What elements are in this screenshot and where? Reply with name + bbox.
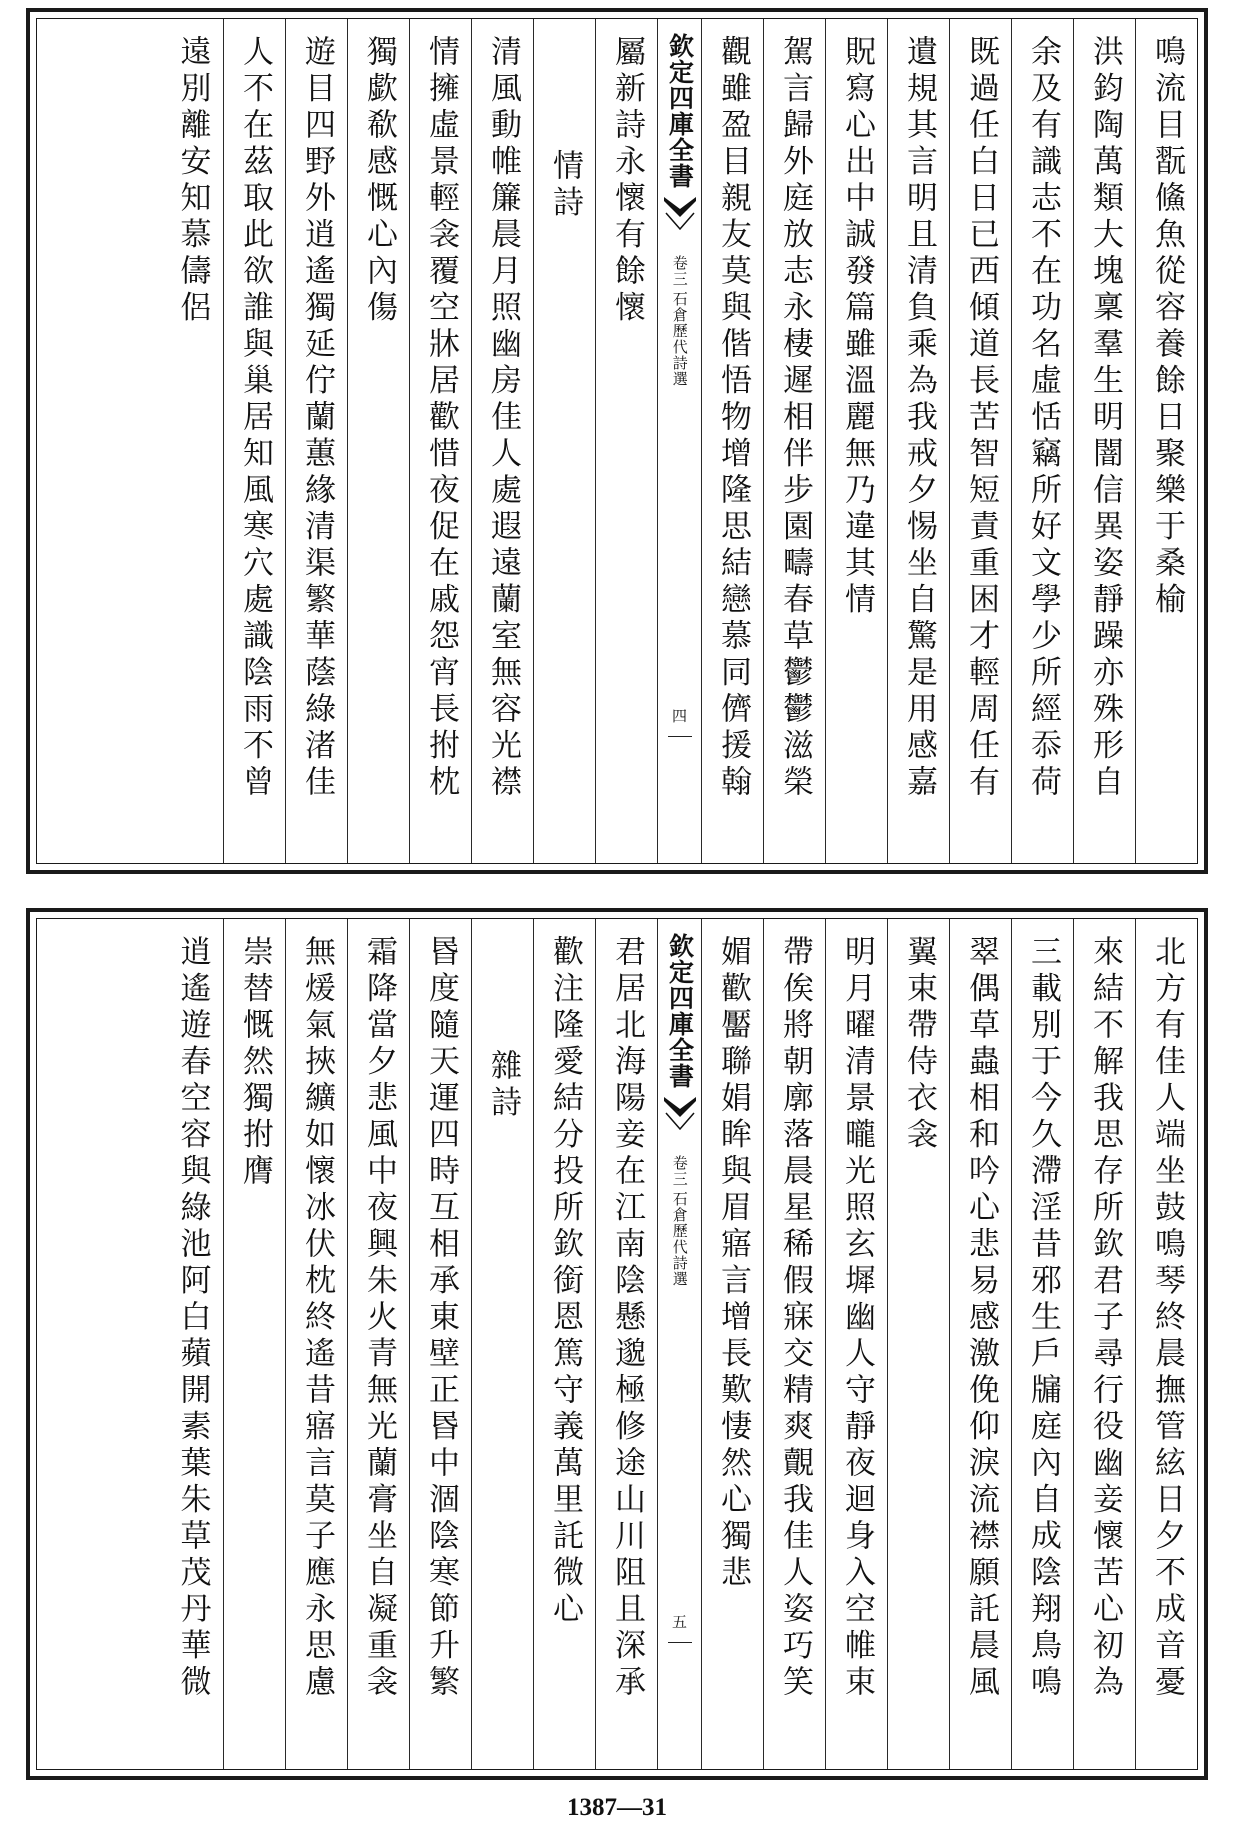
folio-rule — [668, 736, 692, 737]
folio-number: 五 — [670, 1614, 688, 1629]
column-text: 余及有識志不在功名虛恬竊所好文學少所經忝荷 — [1025, 35, 1061, 802]
text-column — [161, 919, 223, 1769]
volume-label: 卷三 — [670, 1155, 689, 1187]
column-text: 逍遙遊春空容與綠池阿白蘋開素葉朱草茂丹華微 — [174, 935, 211, 1702]
text-column — [223, 919, 285, 1769]
column-text: 貺寫心出中誠發篇雖溫麗無乃違其情 — [839, 35, 875, 619]
column-text: 崇替慨然獨拊膺 — [237, 935, 273, 1191]
column-text: 明月曜清景曨光照玄墀幽人守靜夜迴身入空帷束 — [839, 935, 875, 1702]
folio-rule — [668, 1642, 692, 1643]
fish-tail-mark-icon — [662, 195, 698, 251]
text-column — [825, 19, 887, 863]
text-column — [825, 919, 887, 1769]
poem-title-column — [533, 19, 595, 863]
text-column — [595, 19, 657, 863]
text-column — [409, 919, 471, 1769]
text-column — [1135, 919, 1197, 1769]
column-text: 人不在茲取此欲誰與巢居知風寒穴處識陰雨不曾 — [237, 35, 273, 802]
text-column — [887, 919, 949, 1769]
text-column — [701, 19, 763, 863]
margin-column — [657, 919, 701, 1769]
text-column — [1011, 19, 1073, 863]
column-text: 北方有佳人端坐鼓鳴琴終晨撫管絃日夕不成音憂 — [1149, 935, 1185, 1702]
page-footer-number: 1387—31 — [567, 1794, 667, 1821]
column-text: 屬新詩永懷有餘懷 — [609, 35, 645, 327]
text-column — [949, 919, 1011, 1769]
poem-title: 雜詩 — [485, 1049, 521, 1122]
poem-title-column — [471, 919, 533, 1769]
column-text: 獨歔欷感慨心內傷 — [361, 35, 397, 327]
column-text: 遊目四野外逍遙獨延佇蘭蕙緣清渠繁華蔭綠渚佳 — [299, 35, 335, 802]
text-column — [409, 19, 471, 863]
text-column — [347, 919, 409, 1769]
margin-subtitle — [671, 1155, 688, 1287]
text-column — [471, 19, 533, 863]
poem-title: 情詩 — [547, 149, 583, 222]
column-text: 無煖氣挾纊如懷冰伏枕終遙昔寤言莫子應永思慮 — [299, 935, 335, 1702]
column-text: 昬度隨天運四時互相承東壁正昬中涸陰寒節升繁 — [423, 935, 459, 1702]
text-column — [285, 19, 347, 863]
lower-page — [26, 908, 1208, 1780]
anthology-title: 石倉歷代詩選 — [670, 1191, 689, 1287]
text-column — [1073, 19, 1135, 863]
text-column — [763, 19, 825, 863]
column-text: 觀雖盈目親友莫與偕悟物增隆思結戀慕同儕援翰 — [715, 35, 751, 802]
column-text: 清風動帷簾晨月照幽房佳人處遐遠蘭室無容光襟 — [485, 35, 521, 802]
upper-page — [26, 8, 1208, 874]
book-title: 欽定四庫全書 — [665, 33, 695, 189]
text-column — [701, 919, 763, 1769]
column-text: 翠偶草蟲相和吟心悲易感激俛仰淚流襟願託晨風 — [963, 935, 999, 1702]
column-text: 媚歡靨聯娟眸與眉寤言增長歎悽然心獨悲 — [715, 935, 751, 1592]
upper-page-columns — [36, 18, 1198, 864]
text-column — [223, 19, 285, 863]
column-text: 遠別離安知慕儔侶 — [174, 35, 211, 327]
column-text: 君居北海陽妾在江南陰懸邈極修途山川阻且深承 — [609, 935, 645, 1702]
text-column — [347, 19, 409, 863]
column-text: 既過任白日已西傾道長苦智短責重困才輕周任有 — [963, 35, 999, 802]
column-text: 霜降當夕悲風中夜興朱火青無光蘭膏坐自凝重衾 — [361, 935, 397, 1702]
margin-subtitle — [671, 255, 688, 387]
margin-column — [657, 19, 701, 863]
text-column — [949, 19, 1011, 863]
column-text: 鳴流目翫鯈魚從容養餘日聚樂于桑榆 — [1149, 35, 1185, 619]
text-column — [1011, 919, 1073, 1769]
text-column — [763, 919, 825, 1769]
text-column — [161, 19, 223, 863]
column-text: 遺規其言明且清負乘為我戒夕惕坐自驚是用感嘉 — [901, 35, 937, 802]
text-column — [533, 919, 595, 1769]
column-text: 帶俟將朝廓落晨星稀假寐交精爽覿我佳人姿巧笑 — [777, 935, 813, 1702]
folio-number: 四 — [670, 708, 688, 723]
text-column — [1135, 19, 1197, 863]
fish-tail-mark-icon — [662, 1095, 698, 1151]
column-text: 駕言歸外庭放志永棲遲相伴步園疇春草鬱鬱滋榮 — [777, 35, 813, 802]
column-text: 翼束帶侍衣衾 — [901, 935, 937, 1154]
text-column — [595, 919, 657, 1769]
anthology-title: 石倉歷代詩選 — [670, 291, 689, 387]
column-text: 情擁虛景輕衾覆空牀居歡惜夜促在戚怨宵長拊枕 — [423, 35, 459, 802]
column-text: 三載別于今久滯淫昔邪生戶牖庭內自成陰翔鳥鳴 — [1025, 935, 1061, 1702]
text-column — [1073, 919, 1135, 1769]
book-title: 欽定四庫全書 — [665, 933, 695, 1089]
column-text: 來結不解我思存所欽君子尋行役幽妾懷苦心初為 — [1087, 935, 1123, 1702]
text-column — [887, 19, 949, 863]
volume-label: 卷三 — [670, 255, 689, 287]
column-text: 洪鈞陶萬類大塊稟羣生明闇信異姿靜躁亦殊形自 — [1087, 35, 1123, 802]
lower-page-columns — [36, 918, 1198, 1770]
column-text: 歡注隆愛結分投所欽銜恩篤守義萬里託微心 — [547, 935, 583, 1629]
text-column — [285, 919, 347, 1769]
